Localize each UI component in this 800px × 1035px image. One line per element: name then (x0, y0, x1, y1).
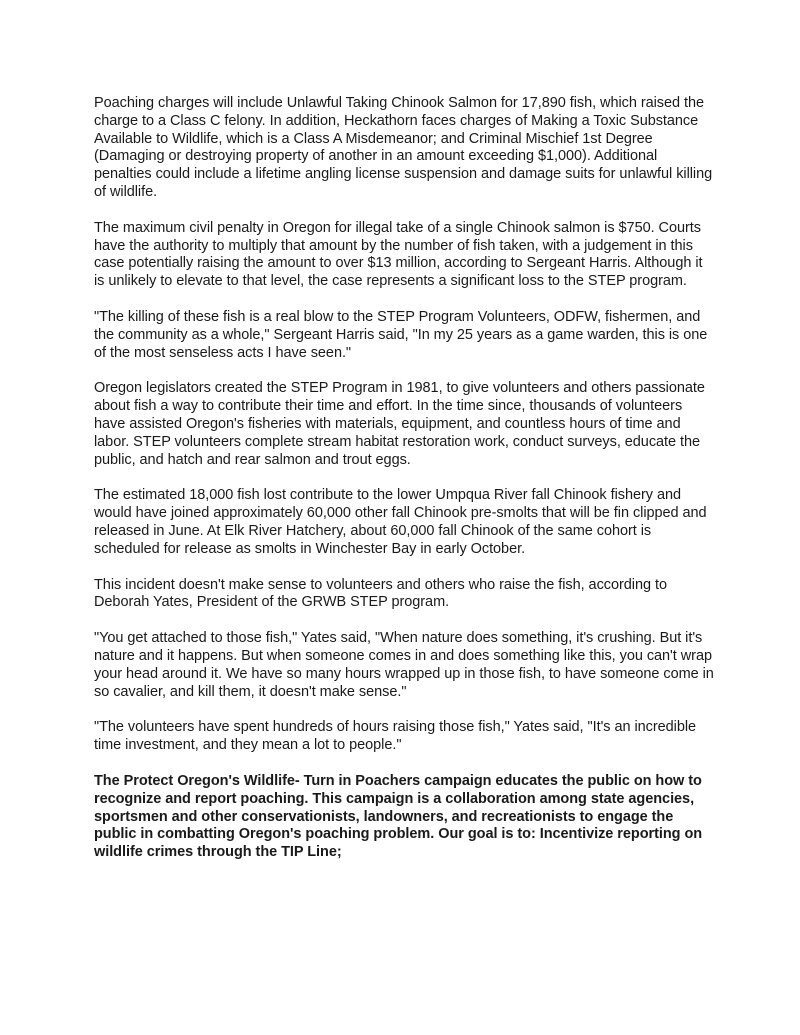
paragraph-yates-quote-2: "The volunteers have spent hundreds of hours raising those fish," Yates said, "It's an incredible time investment, and they mean a lot to people." (94, 719, 697, 754)
paragraph-civil-penalty: The maximum civil penalty in Oregon for illegal take of a single Chinook salmon is $750. Courts have the authority to multiply that amount by the number of fish taken, with a judgement in this case potentially raising the amount to over $13 million, according to Sergeant Harris. Although it is unlikely to elevate to that level, the case represents a significant loss to the STEP program. (94, 219, 703, 290)
paragraph-harris-quote: "The killing of these fish is a real blow to the STEP Program Volunteers, ODFW, fishermen, and the community as a whole," Sergeant Harris said, "In my 25 years as a game warden, this is one of the most senseless acts I have seen." (94, 308, 708, 361)
paragraph-step-history: Oregon legislators created the STEP Program in 1981, to give volunteers and others passionate about fish a way to contribute their time and effort. In the time since, thousands of volunteers have assisted Oregon's fisheries with materials, equipment, and countless hours of time and labor. STEP volunteers complete stream habitat restoration work, conduct surveys, educate the public, and hatch and rear salmon and trout eggs. (94, 380, 705, 468)
document-body (94, 95, 714, 880)
paragraph-poaching-charges: Poaching charges will include Unlawful Taking Chinook Salmon for 17,890 fish, which raised the charge to a Class C felony. In addition, Heckathorn faces charges of Making a Toxic Substance Available to Wildlife, which is a Class A Misdemeanor; and Criminal Mischief 1st Degree (Damaging or destroying property of another in an amount exceeding $1,000). Additional penalties could include a lifetime angling license suspension and damage suits for unlawful killing of wildlife. (94, 95, 713, 200)
paragraph-yates-intro: This incident doesn't make sense to volunteers and others who raise the fish, according to Deborah Yates, President of the GRWB STEP program. (94, 576, 667, 611)
paragraph-campaign-bold: The Protect Oregon's Wildlife- Turn in Poachers campaign educates the public on how to recognize and report poaching. This campaign is a collaboration among state agencies, sportsmen and other conservationists, landowners, and recreationists to engage the public in combatting Oregon's poaching problem. Our goal is to: Incentivize reporting on wildlife crimes through the TIP Line; (94, 772, 703, 861)
paragraph-yates-quote-1: "You get attached to those fish," Yates said, "When nature does something, it's crushing. But it's nature and it happens. But when someone comes in and does something like this, you can't wrap your head around it. We have so many hours wrapped up in those fish, to have someone come in so cavalier, and kill them, it doesn't make sense." (94, 630, 714, 700)
paragraph-fish-lost: The estimated 18,000 fish lost contribute to the lower Umpqua River fall Chinook fishery and would have joined approximately 60,000 other fall Chinook pre-smolts that will be fin clipped and released in June. At Elk River Hatchery, about 60,000 fall Chinook of the same cohort is scheduled for release as smolts in Winchester Bay in early October. (94, 487, 707, 557)
